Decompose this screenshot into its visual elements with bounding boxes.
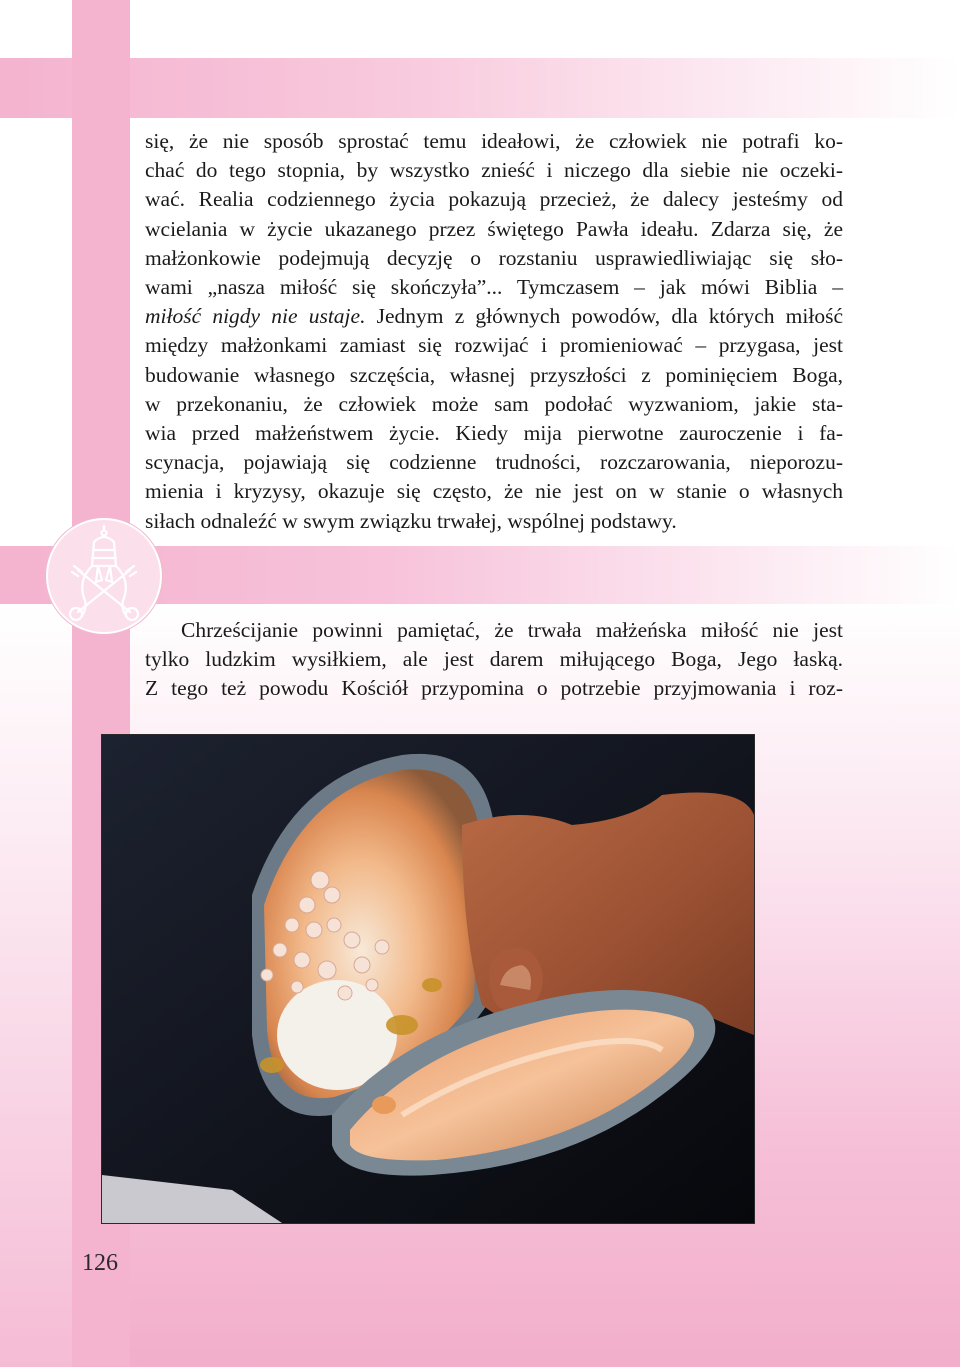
text-line: Chrześcijanie powinni pamiętać, że trwała małżeńska miłość nie jest bbox=[181, 618, 843, 642]
text-line: siłach odnaleźć w swym związku trwałej, wspólnej podstawy. bbox=[145, 508, 677, 533]
text-line: tylko ludzkim wysiłkiem, ale jest darem miłującego Boga, Jego łaską. bbox=[145, 647, 843, 672]
text-line: Z tego też powodu Kościół przypomina o potrzebie przyjmowania i roz- bbox=[145, 676, 843, 701]
text-line bbox=[145, 302, 843, 331]
text-line: się, że nie sposób sprostać temu ideałowi, że człowiek nie potrafi ko- bbox=[145, 129, 843, 153]
text-line: wcielania w życie ukazanego przez świętego Pawła ideału. Zdarza się, że bbox=[145, 216, 843, 241]
text-line: między małżonkami zamiast się rozwijać i promieniować – przygasa, jest bbox=[145, 333, 843, 358]
text-fragment: Jednym z głównych powodów, dla których miłość bbox=[365, 304, 843, 329]
text-line: w przekonaniu, że człowiek może sam podołać wyzwaniom, jakie sta- bbox=[145, 391, 843, 416]
bible-quote: miłość nigdy nie ustaje. bbox=[145, 304, 366, 329]
text-line: wać. Realia codziennego życia pokazują przecież, że dalecy jesteśmy od bbox=[145, 187, 843, 212]
page-number: 126 bbox=[82, 1250, 118, 1276]
text-line: mienia i kryzysy, okazuje się często, że nie jest on w stanie o własnych bbox=[145, 479, 843, 504]
top-pink-band bbox=[0, 58, 960, 118]
text-line: wia przed małżeństwem życie. Kiedy mija pierwotne zauroczenie i fa- bbox=[145, 421, 843, 446]
text-line: scynacja, pojawiają się codzienne trudności, rozczarowania, nieporozu- bbox=[145, 450, 843, 475]
paragraph-continued bbox=[145, 127, 843, 536]
lower-left-margin bbox=[0, 604, 72, 1367]
upper-left-margin bbox=[0, 118, 72, 546]
text-line: chać do tego stopnia, by wszystko znieść i niczego dla siebie nie oczeki- bbox=[145, 158, 843, 183]
text-line: budowanie własnego szczęścia, własnej przyszłości z pominięciem Boga, bbox=[145, 362, 843, 387]
text-line: wami „nasza miłość się skończyła”... Tymczasem – jak mówi Biblia – bbox=[145, 275, 843, 300]
text-line: małżonkowie podejmują decyzję o rozstaniu usprawiedliwiając się sło- bbox=[145, 245, 843, 270]
paragraph-grace bbox=[145, 616, 843, 704]
photo-pearl-mussel bbox=[101, 734, 755, 1224]
